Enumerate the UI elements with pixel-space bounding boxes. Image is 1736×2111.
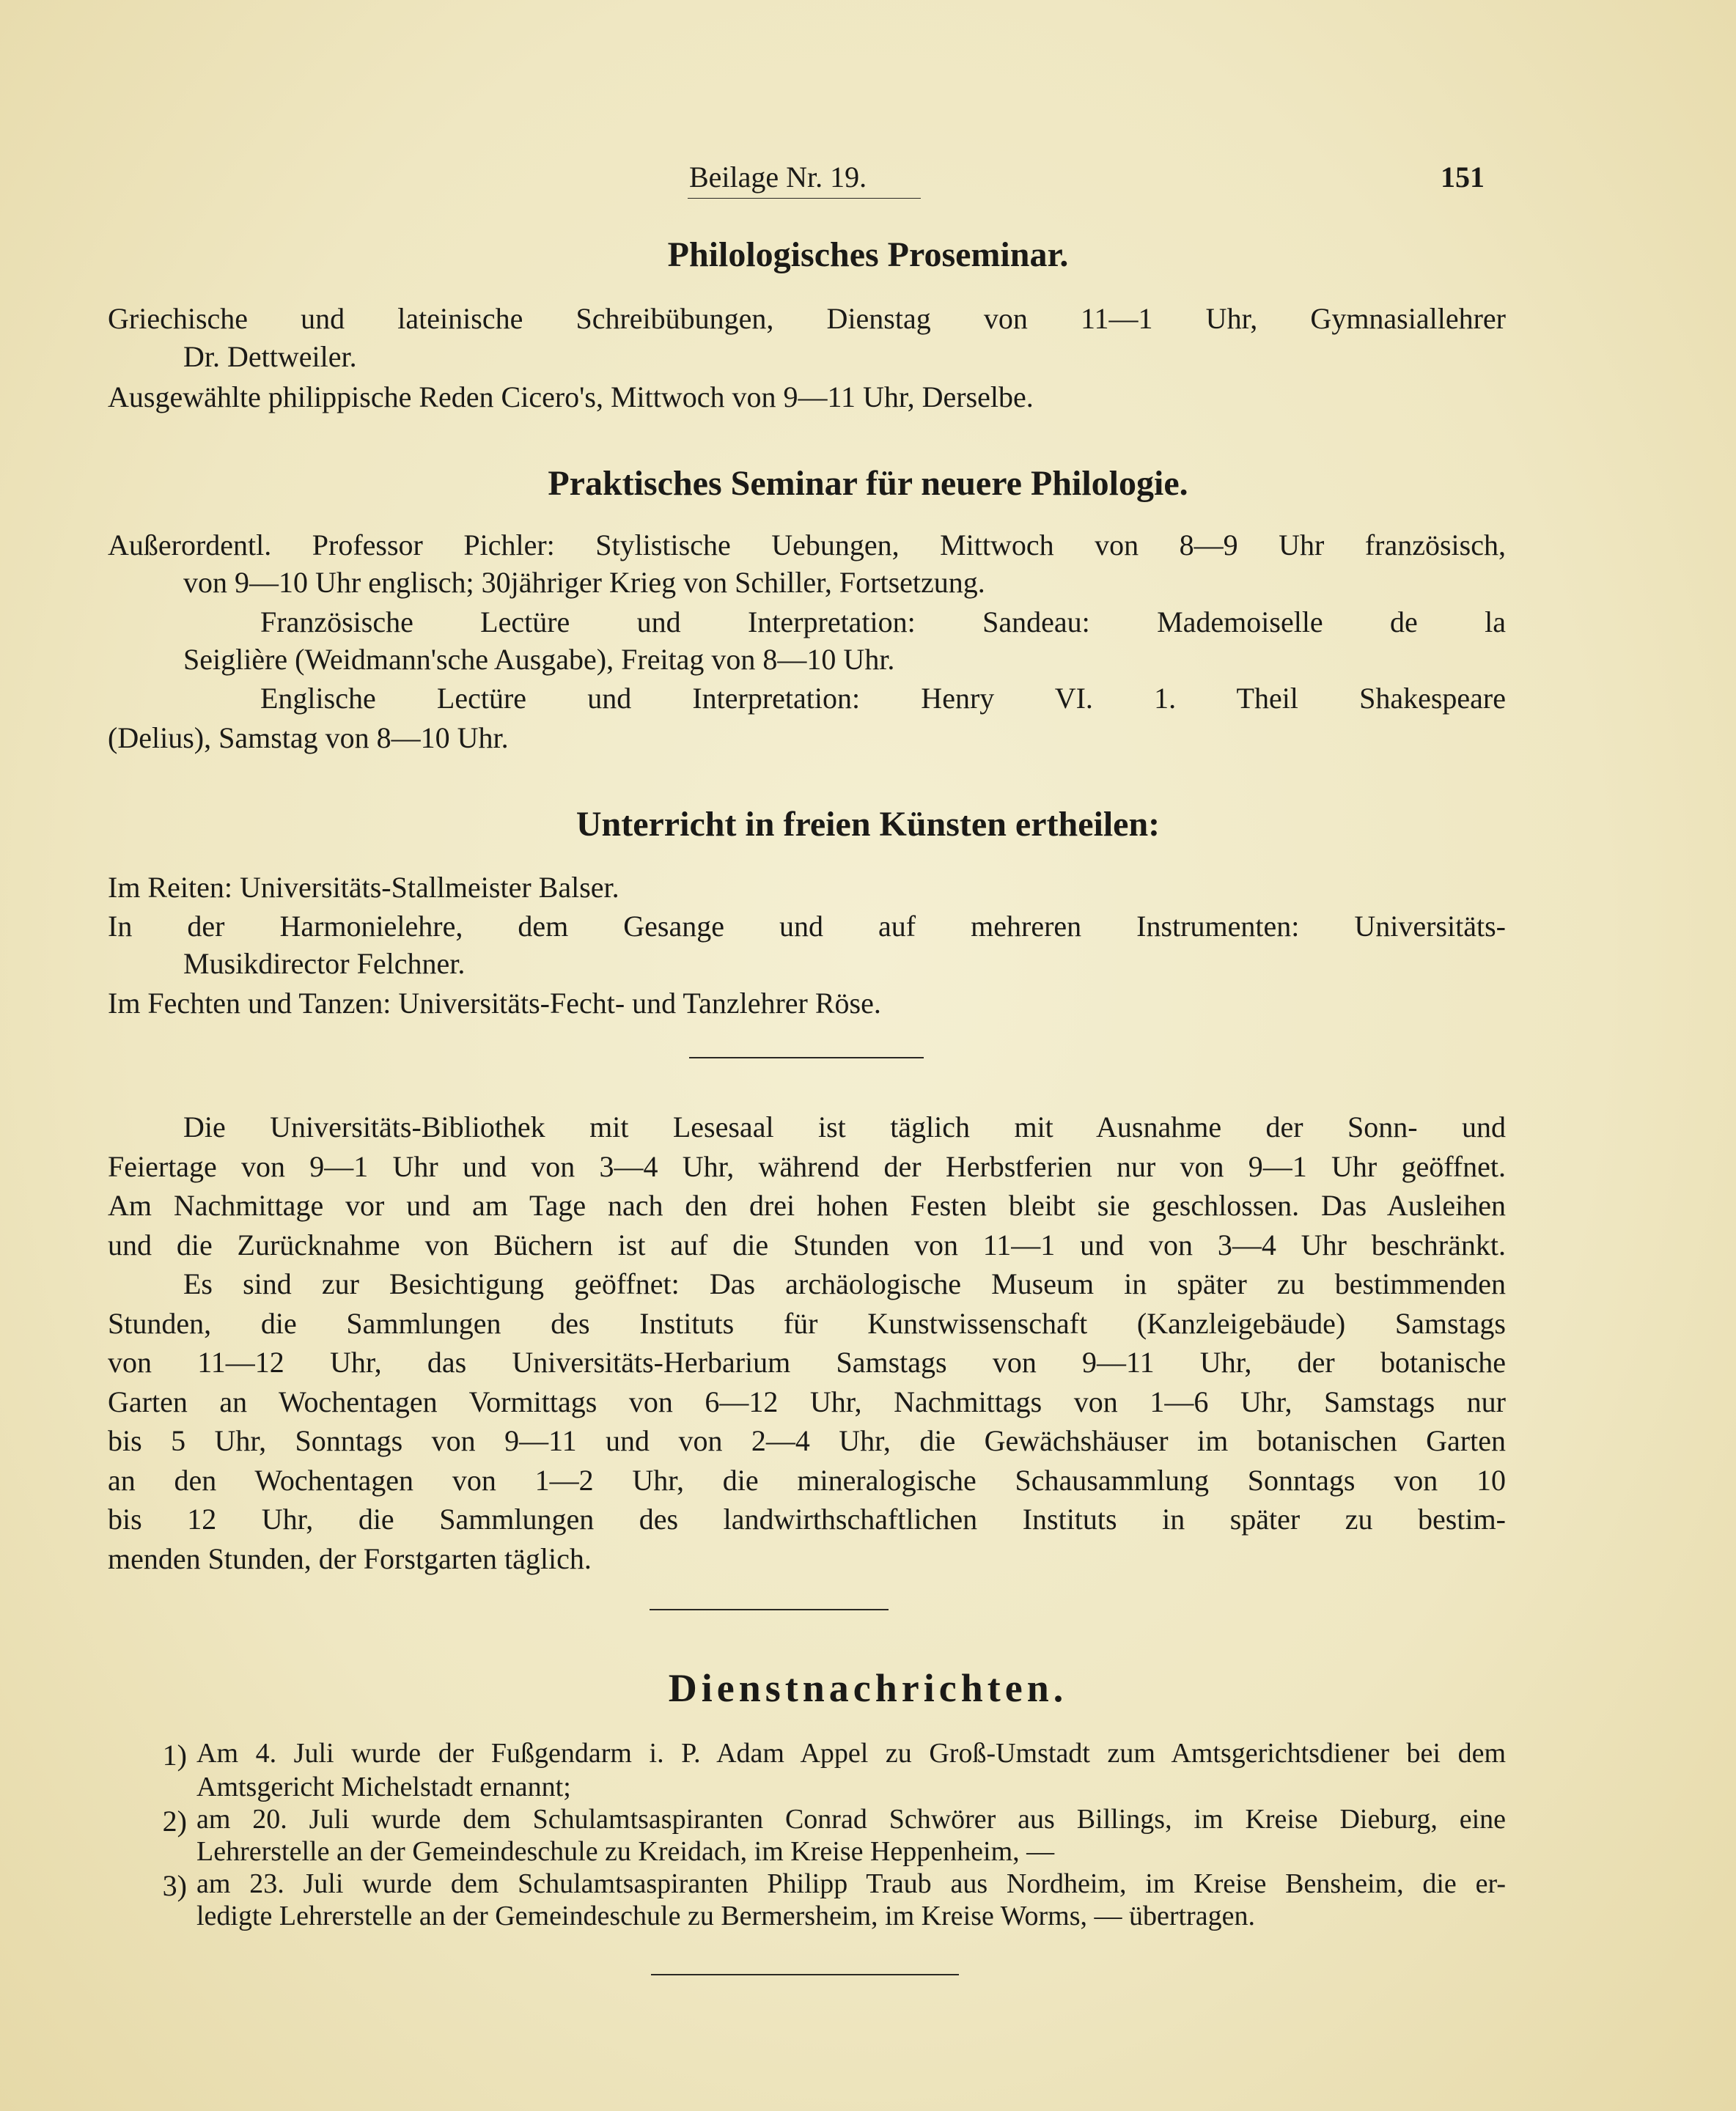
text-line: Die Universitäts-Bibliothek mit Lesesaal ist täglich mit Ausnahme der Sonn- und [183, 1110, 1506, 1143]
text-line: Ausgewählte philippische Reden Cicero's, Mittwoch von 9—11 Uhr, Derselbe. [108, 380, 1034, 413]
text-line: Am Nachmittage vor und am Tage nach den drei hohen Festen bleibt sie geschlossen. Das Ausleihen [108, 1189, 1506, 1222]
section-title-seminar: Praktisches Seminar für neuere Philologie. [548, 464, 1188, 503]
text-line: und die Zurücknahme von Büchern ist auf die Stunden von 11—1 und von 3—4 Uhr beschränkt. [108, 1228, 1506, 1261]
text-line: Englische Lectüre und Interpretation: Henry VI. 1. Theil Shakespeare [260, 682, 1506, 715]
divider [689, 1057, 924, 1058]
text-line: Stunden, die Sammlungen des Instituts für Kunstwissenschaft (Kanzleigebäude) Samstags [108, 1307, 1506, 1340]
text-line: Musikdirector Felchner. [183, 947, 466, 980]
text-line: Es sind zur Besichtigung geöffnet: Das archäologische Museum in später zu bestimmenden [183, 1267, 1506, 1300]
text-line: Griechische und lateinische Schreibübungen, Dienstag von 11—1 Uhr, Gymnasiallehrer [108, 302, 1506, 335]
text-line: an den Wochentagen von 1—2 Uhr, die mineralogische Schausammlung Sonntags von 10 [108, 1464, 1506, 1497]
text-line: Außerordentl. Professor Pichler: Stylistische Uebungen, Mittwoch von 8—9 Uhr französisch, [108, 528, 1506, 561]
page-number: 151 [1441, 161, 1485, 194]
text-line: ledigte Lehrerstelle an der Gemeindeschule zu Bermersheim, im Kreise Worms, — übertragen. [196, 1901, 1255, 1931]
text-line: bis 5 Uhr, Sonntags von 9—11 und von 2—4 Uhr, die Gewächshäuser im botanischen Garten [108, 1424, 1506, 1457]
end-divider [651, 1974, 959, 1975]
item-number: 2) [162, 1805, 187, 1838]
text-line: Amtsgericht Michelstadt ernannt; [196, 1772, 571, 1802]
section-title-kuenste: Unterricht in freien Künsten ertheilen: [575, 805, 1161, 844]
item-number: 3) [162, 1869, 187, 1902]
section-title-proseminar: Philologisches Proseminar. [667, 235, 1069, 274]
text-line: Am 4. Juli wurde der Fußgendarm i. P. Adam Appel zu Groß-Umstadt zum Amtsgerichtsdiener bei dem [196, 1738, 1506, 1769]
section-title-dienstnachrichten: Dienstnachrichten. [668, 1666, 1068, 1710]
text-line: Im Fechten und Tanzen: Universitäts-Fecht- und Tanzlehrer Röse. [108, 987, 881, 1020]
text-line: am 23. Juli wurde dem Schulamtsaspiranten Philipp Traub aus Nordheim, im Kreise Bensheim, die er- [196, 1868, 1506, 1899]
text-line: Französische Lectüre und Interpretation: Sandeau: Mademoiselle de la [260, 605, 1506, 638]
text-line: am 20. Juli wurde dem Schulamtsaspiranten Conrad Schwörer aus Billings, im Kreise Dieburg, eine [196, 1804, 1506, 1835]
item-number: 1) [162, 1739, 187, 1772]
text-line: Dr. Dettweiler. [183, 340, 357, 373]
text-line: von 11—12 Uhr, das Universitäts-Herbarium Samstags von 9—11 Uhr, der botanische [108, 1346, 1506, 1379]
text-line: bis 12 Uhr, die Sammlungen des landwirthschaftlichen Instituts in später zu bestim- [108, 1503, 1506, 1536]
text-line: In der Harmonielehre, dem Gesange und auf mehreren Instrumenten: Universitäts- [108, 910, 1506, 943]
running-title: Beilage Nr. 19. [689, 161, 867, 194]
text-line: Im Reiten: Universitäts-Stallmeister Balser. [108, 871, 619, 904]
text-line: menden Stunden, der Forstgarten täglich. [108, 1542, 592, 1575]
header-rule [688, 198, 921, 199]
text-line: Seiglière (Weidmann'sche Ausgabe), Freitag von 8—10 Uhr. [183, 643, 895, 676]
text-line: Garten an Wochentagen Vormittags von 6—12 Uhr, Nachmittags von 1—6 Uhr, Samstags nur [108, 1385, 1506, 1418]
text-line: (Delius), Samstag von 8—10 Uhr. [108, 721, 509, 754]
text-line: Lehrerstelle an der Gemeindeschule zu Kreidach, im Kreise Heppenheim, — [196, 1836, 1055, 1867]
text-line: Feiertage von 9—1 Uhr und von 3—4 Uhr, während der Herbstferien nur von 9—1 Uhr geöffnet. [108, 1150, 1506, 1183]
divider [650, 1609, 889, 1610]
text-line: von 9—10 Uhr englisch; 30jähriger Krieg von Schiller, Fortsetzung. [183, 566, 985, 599]
